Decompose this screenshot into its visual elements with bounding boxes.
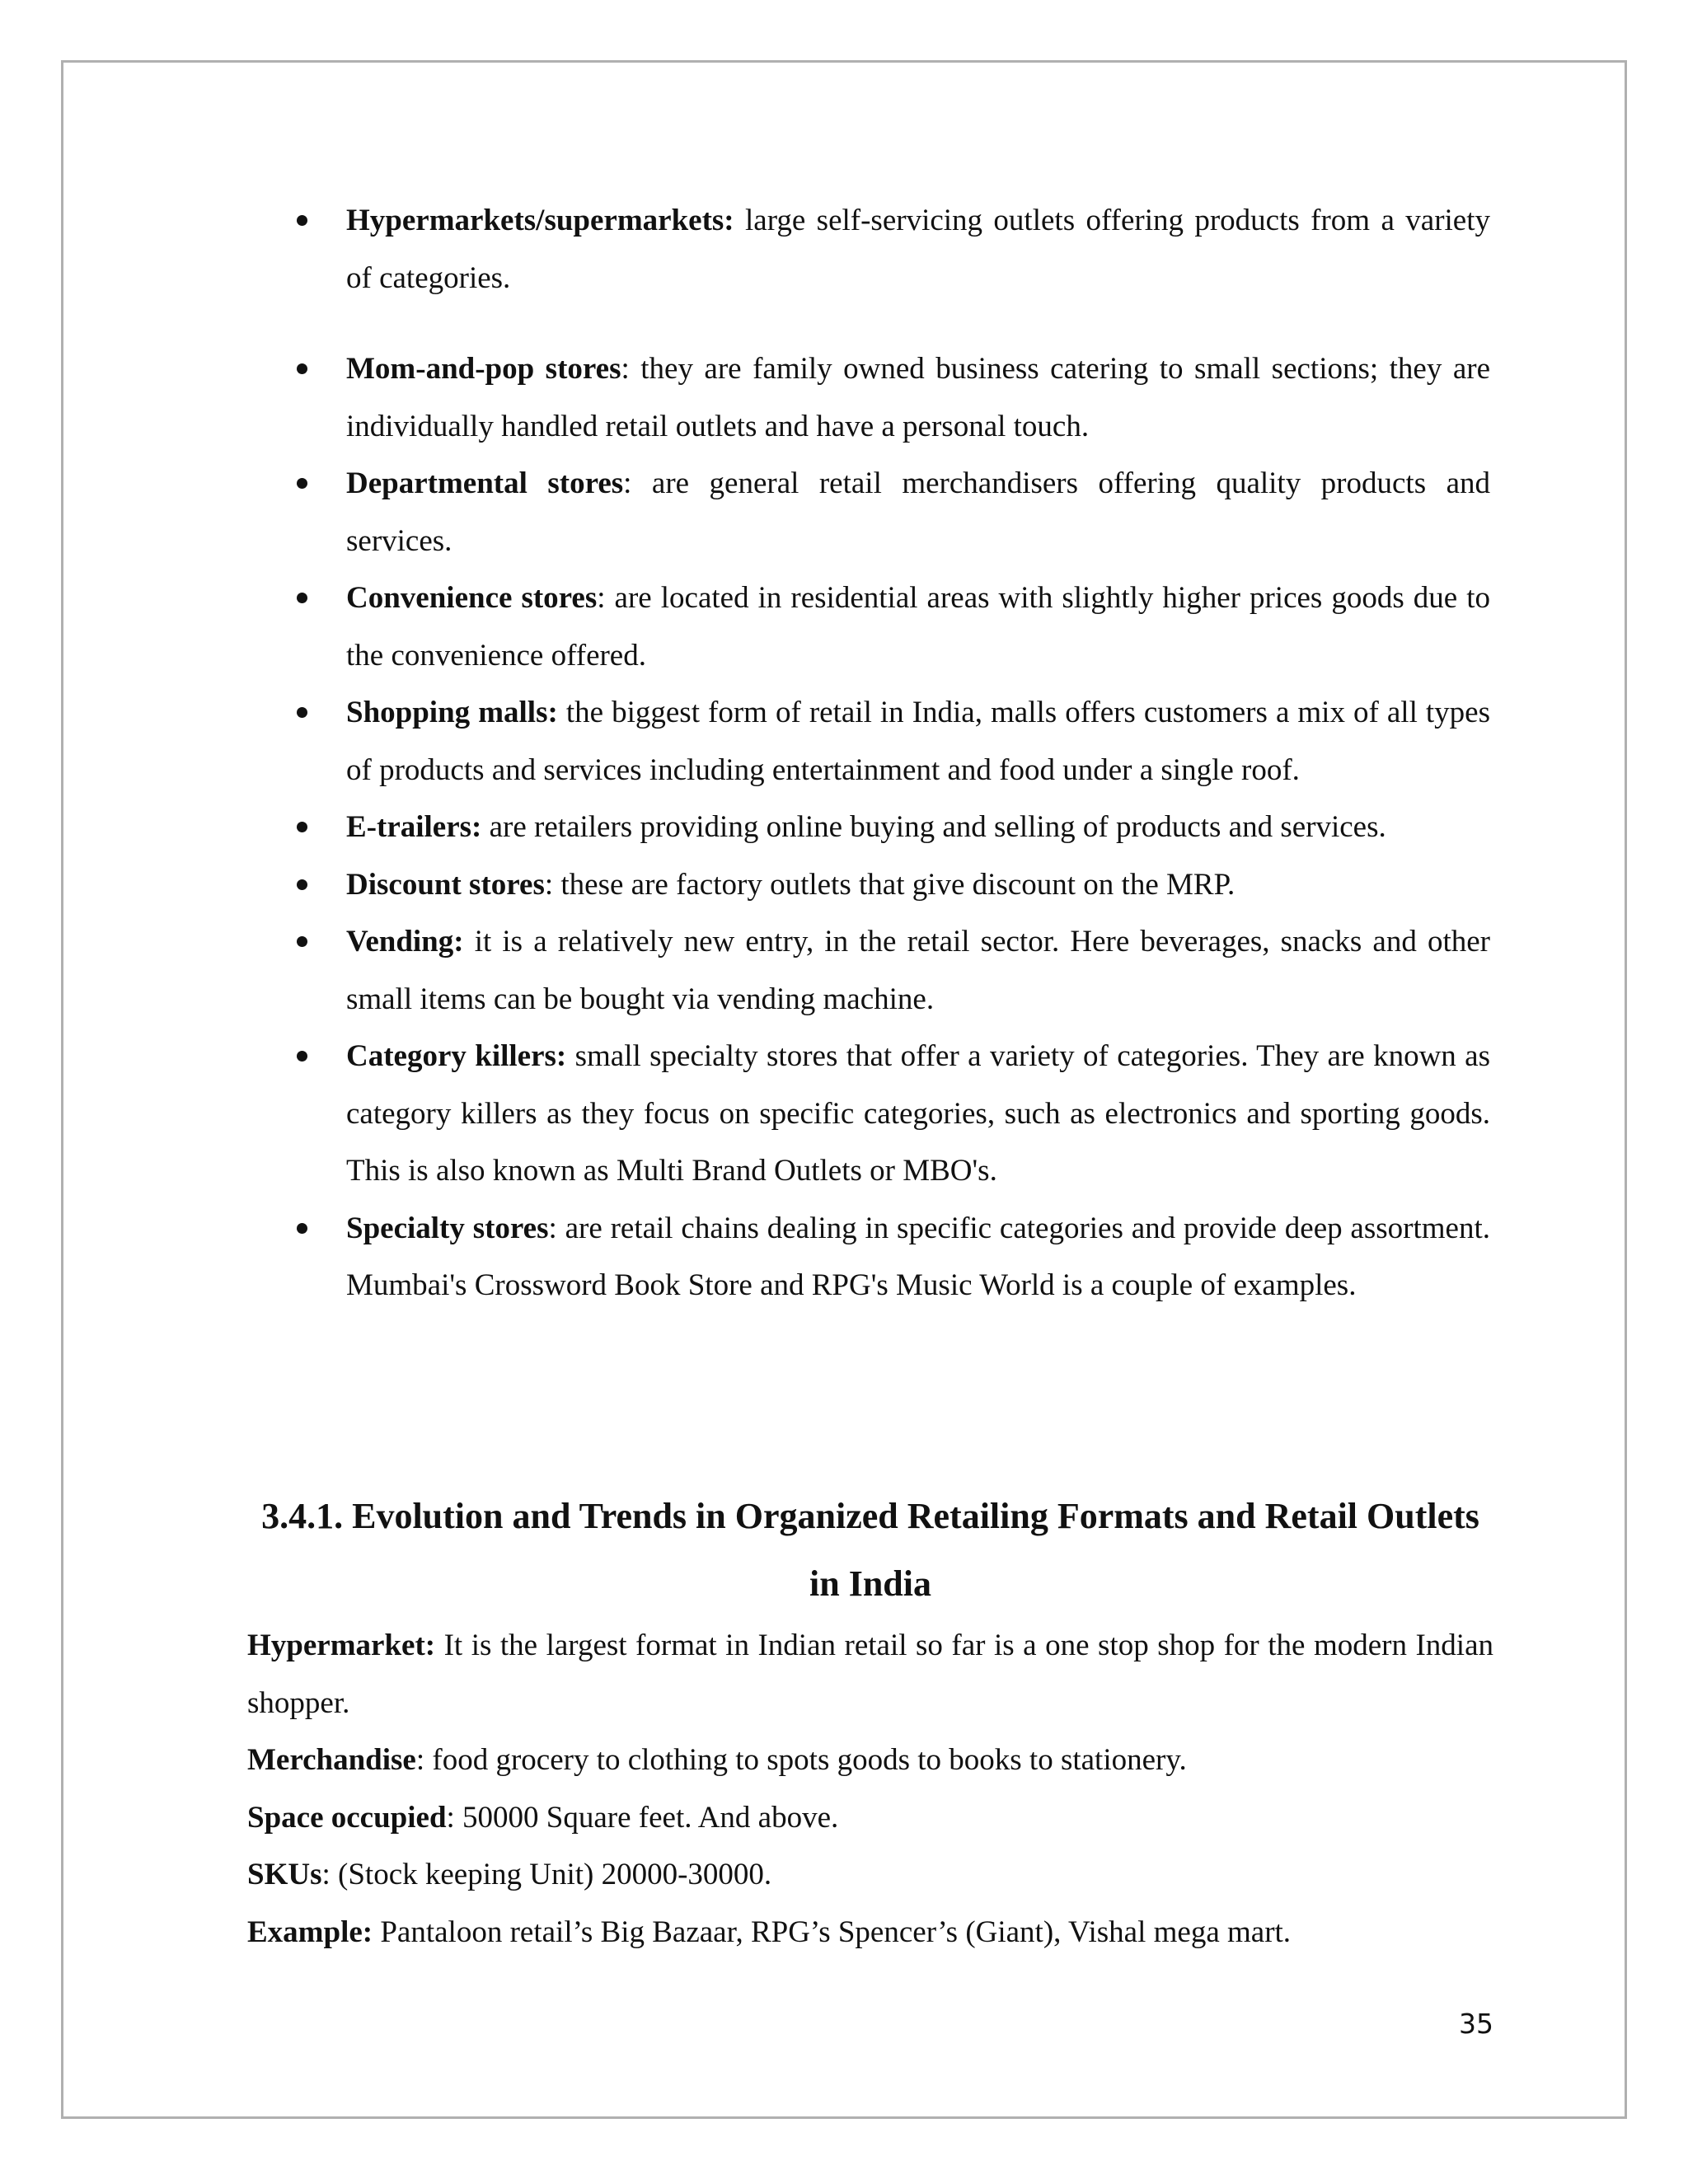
list-item (293, 684, 1490, 799)
list-item (293, 856, 1490, 914)
list-item-text: it is a relatively new entry, in the retail sector. Here beverages, snacks and other small items can be bought via vending machine. (346, 925, 1490, 1016)
list-item-text: : these are factory outlets that give discount on the MRP. (544, 867, 1236, 902)
list-item-term: Mom-and-pop stores (346, 352, 621, 386)
bullet-icon (297, 363, 307, 374)
list-item (293, 913, 1490, 1028)
list-item-term: Departmental stores (346, 466, 624, 500)
paragraph-term: Space occupied (247, 1800, 447, 1835)
bullet-icon (297, 707, 307, 718)
bullet-icon (297, 1051, 307, 1062)
paragraph-text: Pantaloon retail’s Big Bazaar, RPG’s Spencer’s (Giant), Vishal mega mart. (373, 1915, 1292, 1949)
list-item-text: the biggest form of retail in India, malls offers customers a mix of all types of products and services including entertainment and food under a single roof. (346, 696, 1490, 787)
paragraph-text: : 50000 Square feet. And above. (446, 1800, 839, 1835)
bullet-icon (297, 822, 307, 832)
list-item (293, 192, 1490, 307)
list-item-text: : are retail chains dealing in specific categories and provide deep assortment. Mumbai's Crossword Book Store and RPG's Music World is a couple of examples. (346, 1211, 1490, 1302)
paragraph (247, 1846, 1493, 1904)
bullet-icon (297, 215, 307, 226)
list-item-text: are retailers providing online buying and selling of products and services. (481, 810, 1386, 844)
paragraph-term: Merchandise (247, 1743, 416, 1777)
bullet-icon (297, 1223, 307, 1234)
retail-formats-list (293, 192, 1490, 1315)
list-item-term: Specialty stores (346, 1211, 549, 1245)
list-item-term: Category killers: (346, 1039, 567, 1073)
bullet-icon (297, 936, 307, 947)
list-item-text: : they are family owned business catering to small sections; they are individually handled retail outlets and have a personal touch. (346, 352, 1490, 443)
paragraph (247, 1732, 1493, 1789)
paragraph-term: Example: (247, 1915, 373, 1949)
paragraph-text: : food grocery to clothing to spots goods to books to stationery. (415, 1743, 1187, 1777)
paragraph-text: : (Stock keeping Unit) 20000-30000. (321, 1858, 772, 1891)
list-item (293, 340, 1490, 455)
list-item-term: Vending: (346, 925, 464, 958)
paragraph (247, 1617, 1493, 1732)
list-item-term: Convenience stores (346, 581, 598, 615)
list-item-text: : are located in residential areas with slightly higher prices goods due to the convenience offered. (346, 581, 1490, 673)
list-item-text: small specialty stores that offer a variety of categories. They are known as category killers as they focus on specific categories, such as electronics and sporting goods. This is also known as Multi Brand Outlets or MBO's. (346, 1039, 1490, 1188)
list-item (293, 1200, 1490, 1315)
paragraph (247, 1789, 1493, 1847)
page-number: 35 (1459, 2008, 1493, 2040)
list-item-term: Hypermarkets/supermarkets: (346, 204, 734, 237)
list-item-term: Discount stores (346, 867, 545, 902)
list-item (293, 455, 1490, 569)
list-item-term: E-trailers: (346, 810, 482, 844)
section-heading: 3.4.1. Evolution and Trends in Organized Retailing Formats and Retail Outlets in India (261, 1496, 1479, 1604)
paragraph-term: Hypermarket: (247, 1629, 436, 1662)
list-item-term: Shopping malls: (346, 696, 558, 729)
paragraph-text: It is the largest format in Indian retail so far is a one stop shop for the modern Indian shopper. (247, 1629, 1493, 1720)
list-item (293, 1028, 1490, 1200)
bullet-icon (297, 593, 307, 603)
hypermarket-details (247, 1617, 1493, 1961)
bullet-icon (297, 478, 307, 489)
bullet-icon (297, 879, 307, 890)
list-item-text: large self-servicing outlets offering products from a variety of categories. (346, 204, 1490, 295)
paragraph-term: SKUs (247, 1858, 322, 1891)
paragraph (247, 1904, 1493, 1961)
list-item-text: : are general retail merchandisers offering quality products and services. (346, 466, 1490, 558)
list-item (293, 799, 1490, 856)
list-item (293, 569, 1490, 684)
